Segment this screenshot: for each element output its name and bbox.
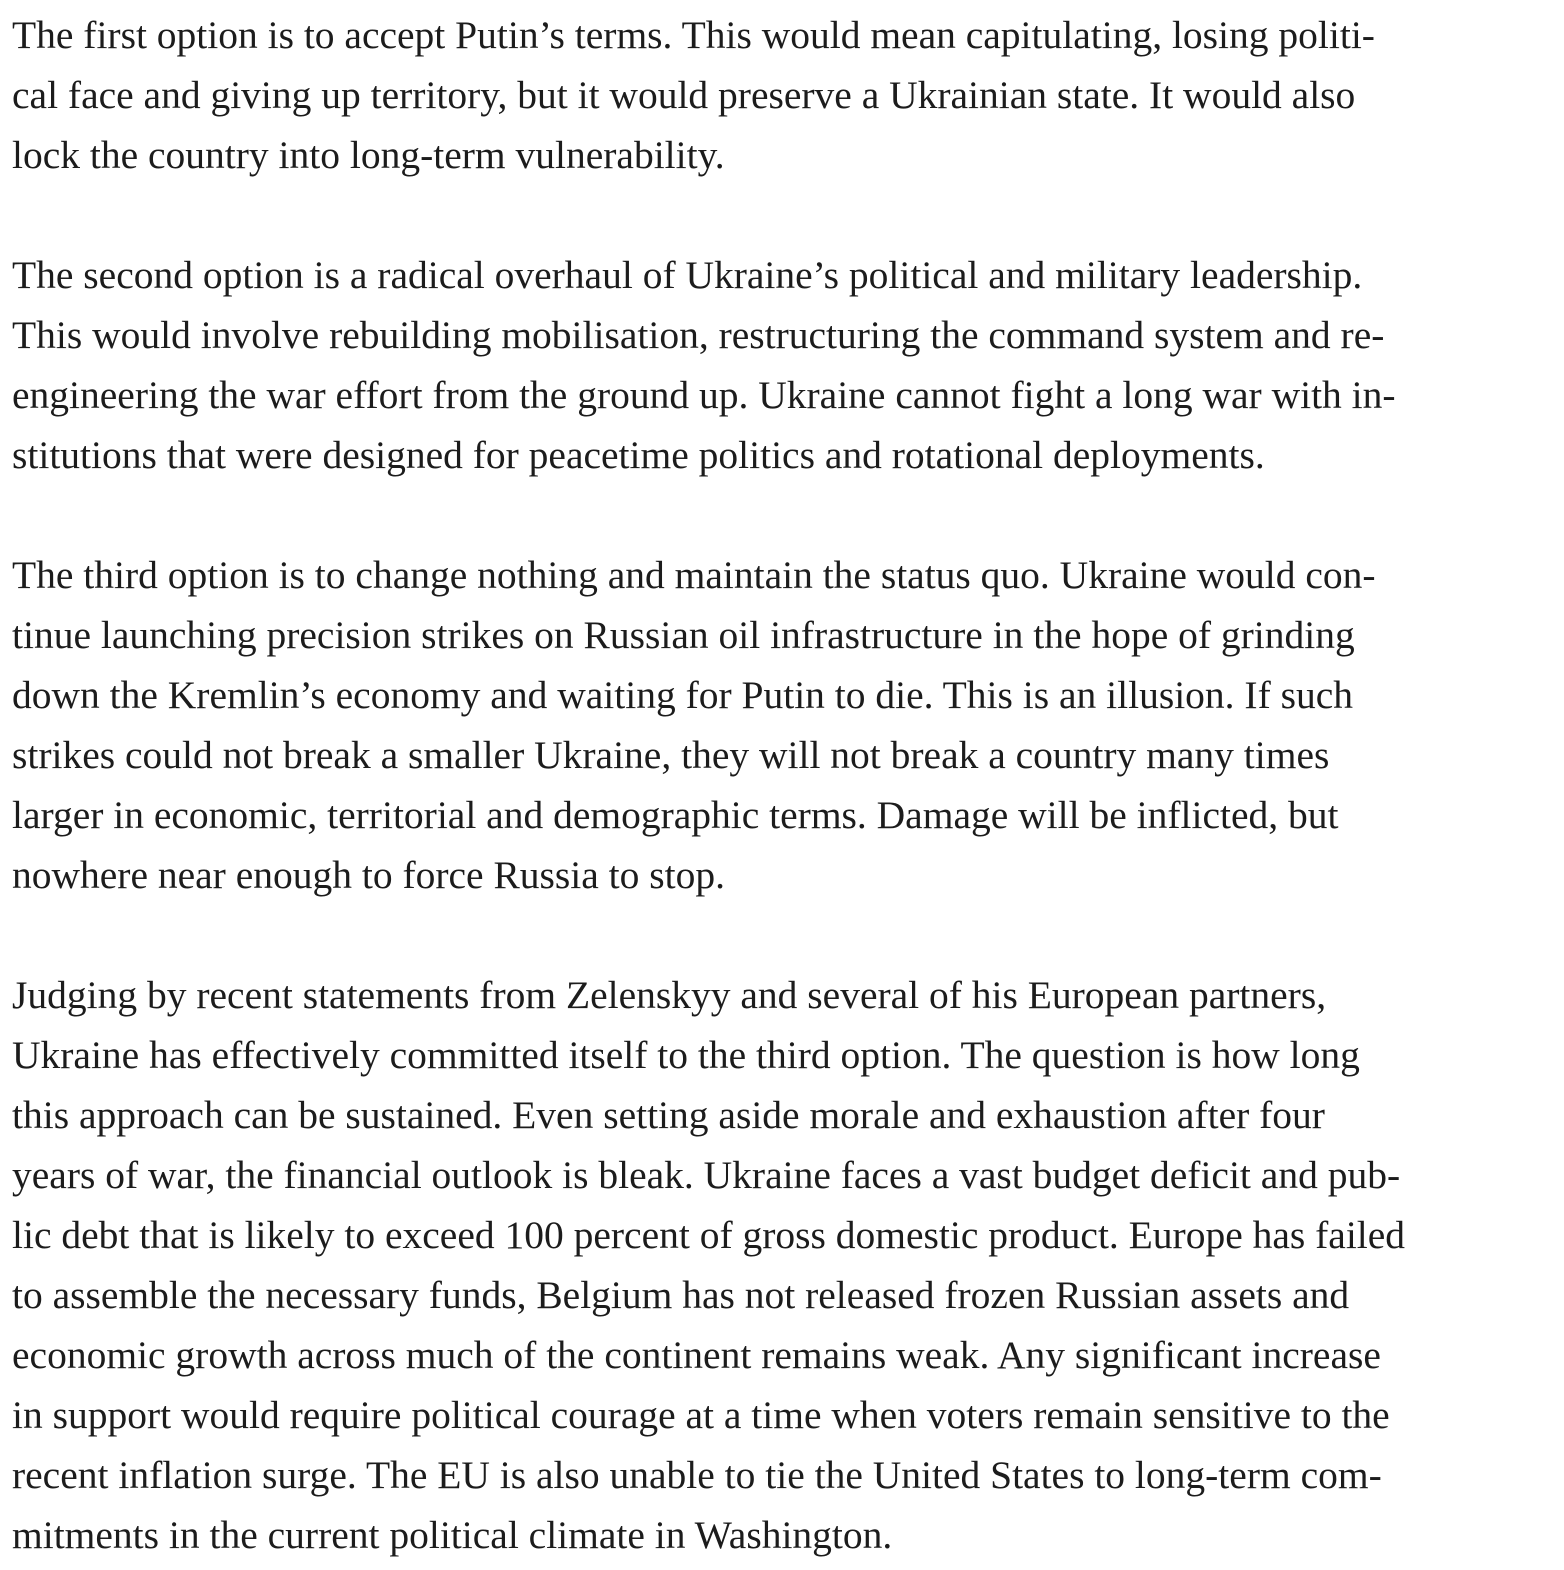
text-line: Ukraine has effectively committed itself to the third option. The question is how long bbox=[12, 1033, 1360, 1077]
text-line: strikes could not break a smaller Ukraine, they will not break a country many times bbox=[12, 733, 1330, 777]
text-line: The second option is a radical overhaul of Ukraine’s political and military leadership. bbox=[12, 253, 1363, 297]
text-line: mitments in the current political climate in Washington. bbox=[12, 1513, 893, 1557]
text-line: lic debt that is likely to exceed 100 percent of gross domestic product. Europe has failed bbox=[12, 1213, 1406, 1257]
text-line: recent inflation surge. The EU is also unable to tie the United States to long-term com- bbox=[12, 1453, 1382, 1497]
text-line: tinue launching precision strikes on Russian oil infrastructure in the hope of grinding bbox=[12, 613, 1355, 657]
text-line: years of war, the financial outlook is bleak. Ukraine faces a vast budget deficit and pub- bbox=[12, 1153, 1401, 1197]
paragraph-first-option bbox=[12, 5, 1557, 185]
article-body bbox=[12, 5, 1557, 1565]
text-line: economic growth across much of the continent remains weak. Any significant increase bbox=[12, 1333, 1381, 1377]
text-line: cal face and giving up territory, but it would preserve a Ukrainian state. It would also bbox=[12, 73, 1356, 117]
text-line: this approach can be sustained. Even setting aside morale and exhaustion after four bbox=[12, 1093, 1325, 1137]
text-line: stitutions that were designed for peacetime politics and rotational deployments. bbox=[12, 433, 1265, 477]
paragraph-second-option bbox=[12, 245, 1557, 485]
text-line: The third option is to change nothing and maintain the status quo. Ukraine would con- bbox=[12, 553, 1376, 597]
text-line: engineering the war effort from the ground up. Ukraine cannot fight a long war with in- bbox=[12, 373, 1396, 417]
text-line: This would involve rebuilding mobilisation, restructuring the command system and re- bbox=[12, 313, 1385, 357]
text-line: The first option is to accept Putin’s terms. This would mean capitulating, losing politi- bbox=[12, 13, 1375, 57]
text-line: down the Kremlin’s economy and waiting for Putin to die. This is an illusion. If such bbox=[12, 673, 1354, 717]
paragraph-judging bbox=[12, 965, 1557, 1565]
text-line: to assemble the necessary funds, Belgium has not released frozen Russian assets and bbox=[12, 1273, 1350, 1317]
text-line: in support would require political courage at a time when voters remain sensitive to the bbox=[12, 1393, 1390, 1437]
text-line: lock the country into long-term vulnerability. bbox=[12, 133, 725, 177]
text-line: nowhere near enough to force Russia to stop. bbox=[12, 853, 726, 897]
text-line: larger in economic, territorial and demographic terms. Damage will be inflicted, but bbox=[12, 793, 1339, 837]
text-line: Judging by recent statements from Zelenskyy and several of his European partners, bbox=[12, 973, 1327, 1017]
paragraph-third-option bbox=[12, 545, 1557, 905]
